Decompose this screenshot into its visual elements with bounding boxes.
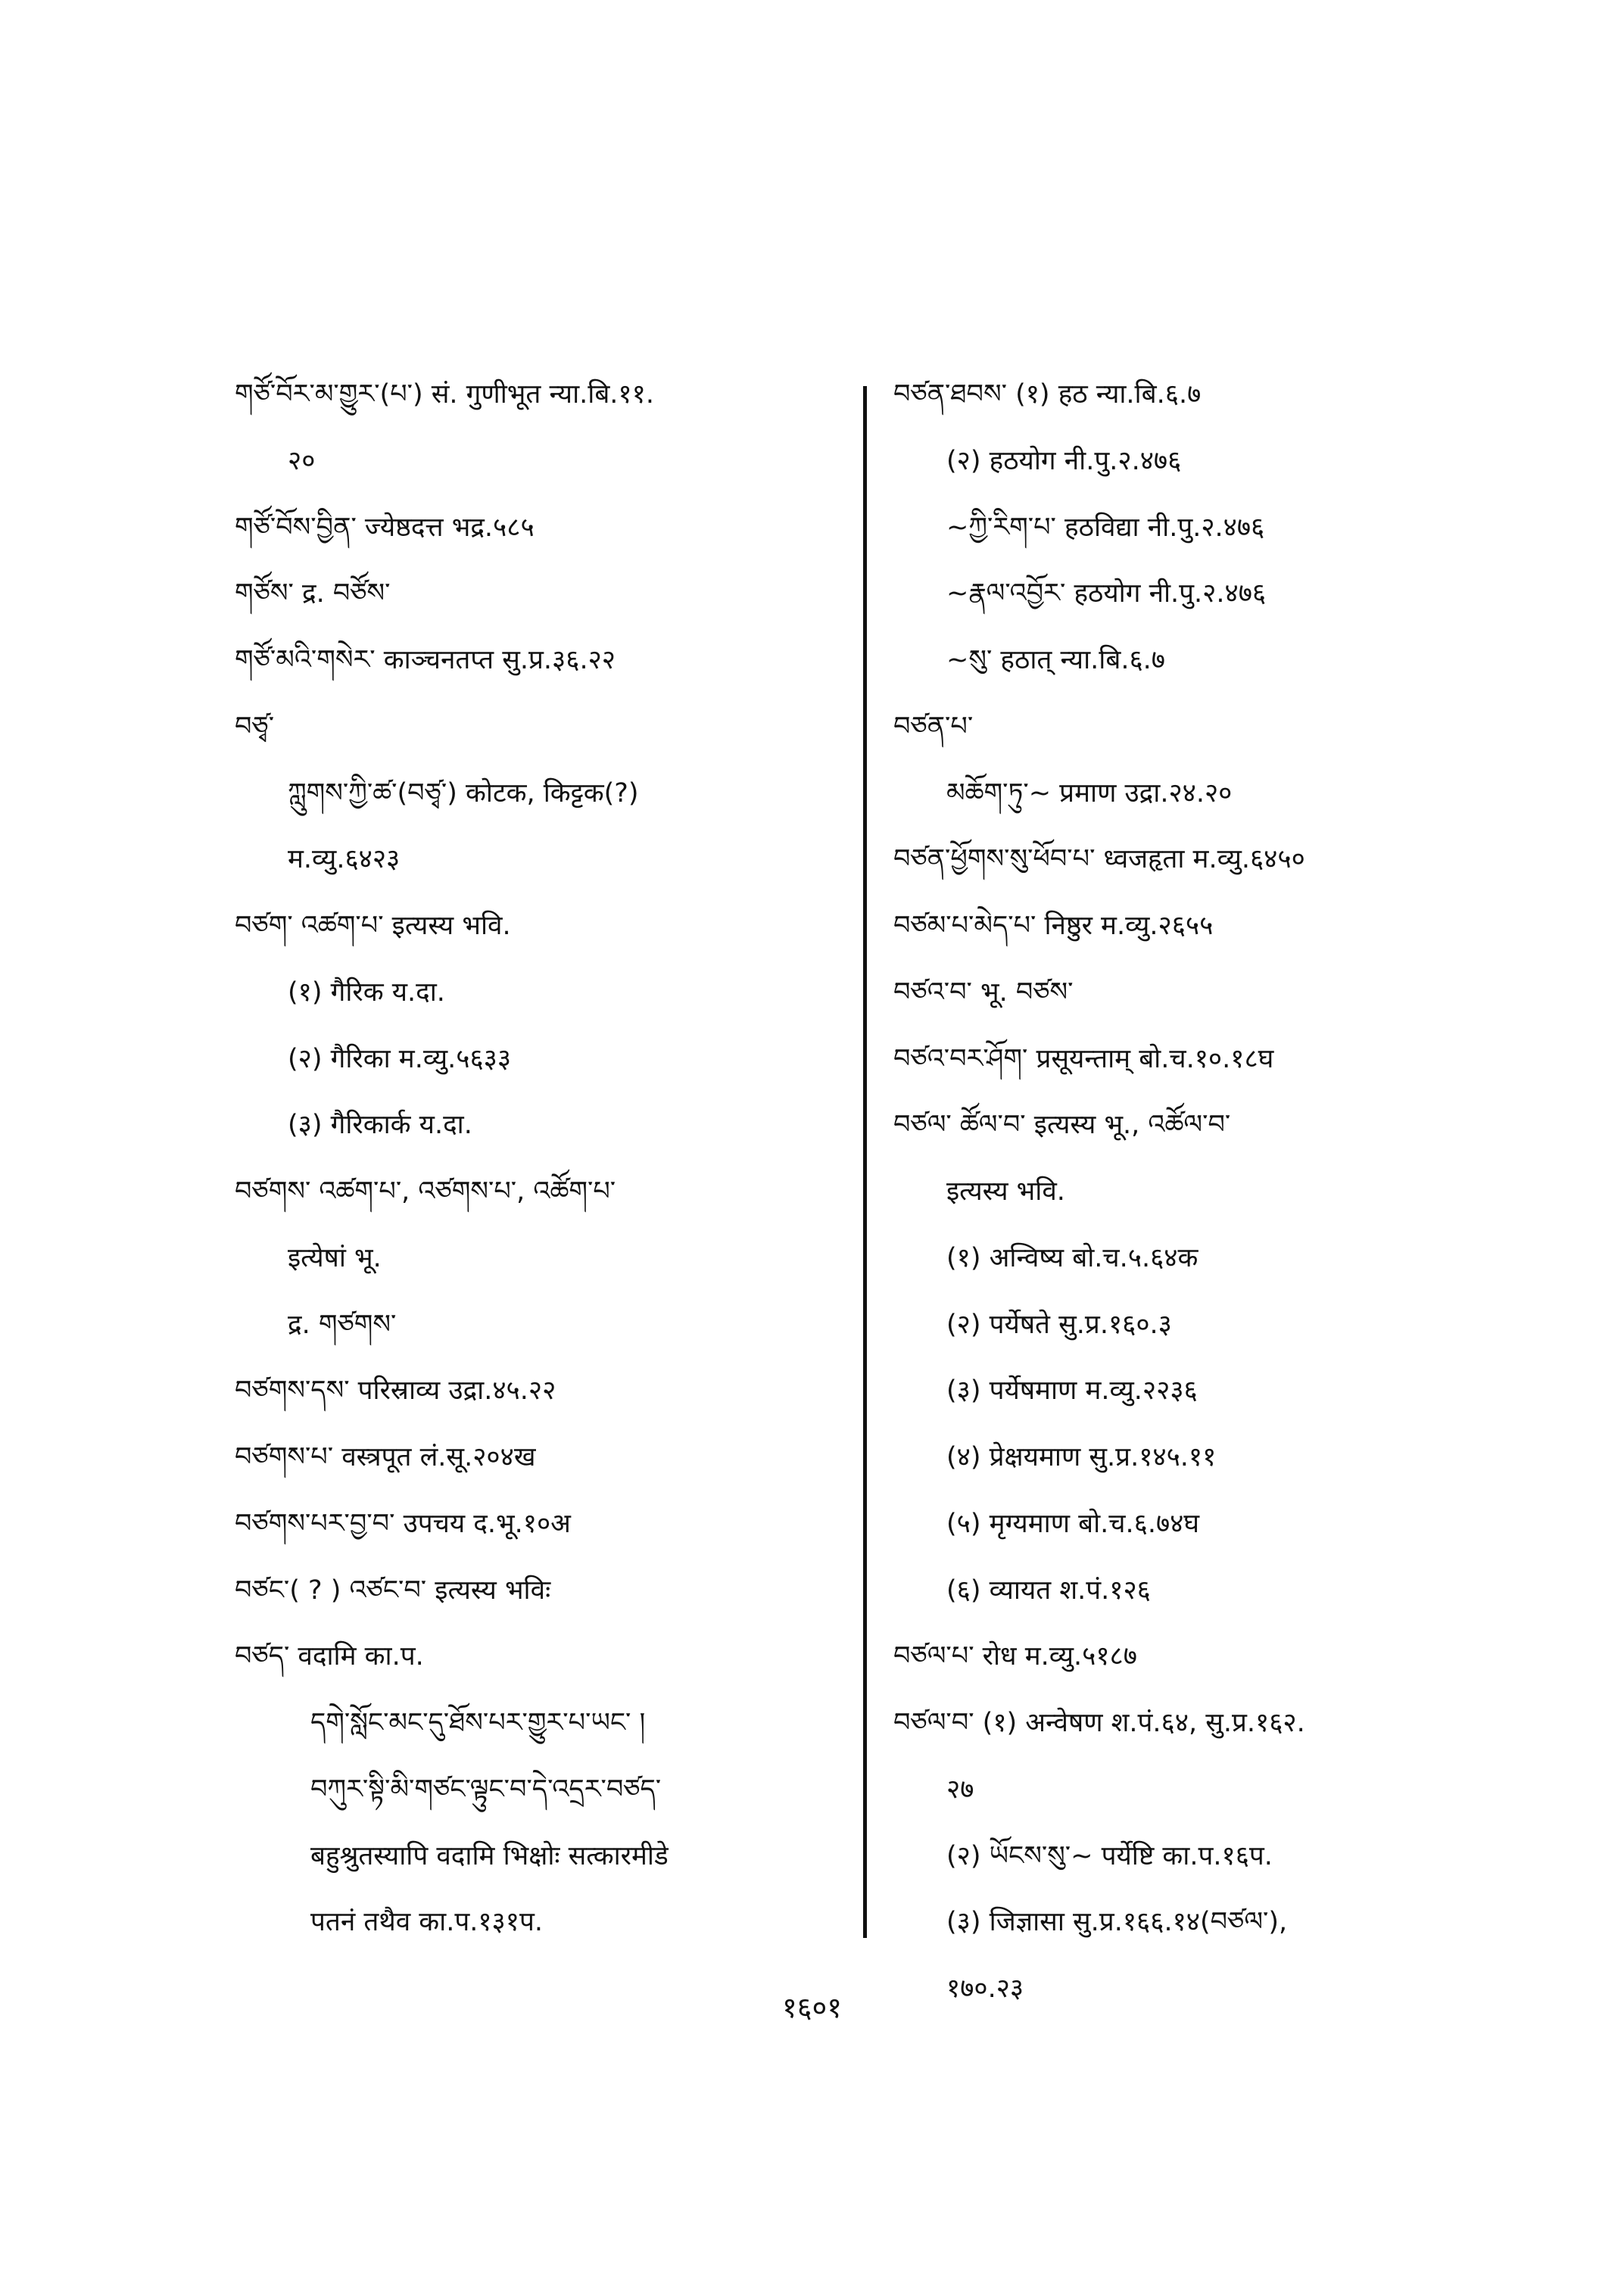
dictionary-entry-line: द्र. གཙགས་ — [288, 1309, 397, 1340]
dictionary-entry-line: བཙའ་བར་ཤོག་ प्रसूयन्ताम् बो.च.१०.१८घ — [893, 1043, 1274, 1074]
dictionary-entry-line: बहुश्रुतस्यापि वदामि भिक्षोः सत्कारमीडे — [310, 1840, 669, 1871]
dictionary-entry-line: བཙལ་བ་ (१) अन्वेषण श.पं.६४, सु.प्र.१६२. — [893, 1708, 1305, 1738]
dictionary-entry-line: (१) अन्विष्य बो.च.५.६४क — [946, 1242, 1199, 1273]
dictionary-entry-line: २७ — [946, 1774, 974, 1805]
dictionary-entry-line: (२) पर्येषते सु.प्र.१६०.३ — [946, 1309, 1172, 1340]
dictionary-entry-line: བཙགས་པར་བྱ་བ་ उपचय द.भू.१०अ — [235, 1508, 571, 1539]
dictionary-entry-line: བཙང་( ? ) འཙང་བ་ इत्यस्य भविः — [235, 1575, 551, 1606]
page-number: १६०१ — [781, 1991, 843, 2024]
dictionary-entry-line: (१) गैरिक य.दा. — [288, 977, 445, 1008]
dictionary-entry-line: བཙལ་པ་ रोध म.व्यु.५१८७ — [893, 1641, 1137, 1672]
dictionary-entry-line: བཙགས་པ་ वस्त्रपूत लं.सू.२०४ख — [235, 1442, 536, 1472]
dictionary-entry-line: གཙོ་བོར་མ་གྱུར་(པ་) सं. गुणीभूत न्या.बि.११. — [235, 379, 654, 410]
left-column — [235, 379, 856, 1973]
dictionary-entry-line: བཙམ་པ་མེད་པ་ निष्ठुर म.व्यु.२६५५ — [893, 911, 1214, 941]
dictionary-entry-line: (२) गैरिका म.व्यु.५६३३ — [288, 1043, 512, 1074]
dictionary-entry-line: (३) गैरिकार्क य.दा. — [288, 1110, 472, 1141]
dictionary-entry-line: བཙལ་ ཚོལ་བ་ इत्यस्य भू., འཚོལ་བ་ — [893, 1110, 1231, 1141]
dictionary-entry-line: (३) जिज्ञासा सु.प्र.१६६.१४(བཙལ་), — [946, 1907, 1288, 1938]
dictionary-entry-line: བཙགས་དས་ परिस्राव्य उद्रा.४५.२२ — [235, 1375, 556, 1407]
right-column — [893, 379, 1514, 2039]
dictionary-entry-line: བཙའ་བ་ भू. བཙས་ — [893, 977, 1074, 1008]
dictionary-entry-line: ~རྣལ་འབྱོར་ हठयोग नी.पु.२.४७६ — [946, 578, 1267, 609]
dictionary-entry-line: २० — [288, 445, 316, 476]
dictionary-entry-line: བཀུར་སྟི་མི་གཙང་ལྟུང་བ་དེ་འདྲར་བཙད་ — [310, 1774, 662, 1805]
dictionary-entry-line: ~ཀྱི་རིག་པ་ हठविद्या नी.पु.२.४७६ — [946, 512, 1265, 543]
dictionary-entry-line: (२) हठयोग नी.पु.२.४७६ — [946, 445, 1182, 476]
dictionary-entry-line: བཙན་པ་ — [893, 711, 974, 742]
dictionary-entry-line: ཀླུགས་ཀྱི་ཚ་(བཙྭ་) कोटक, किट्टक(?) — [288, 777, 639, 808]
dictionary-entry-line: དགེ་སློང་མང་དུ་ཐོས་པར་གྱུར་པ་ཡང་ ། — [310, 1708, 646, 1738]
dictionary-entry-line: इत्येषां भू. — [288, 1242, 382, 1273]
dictionary-entry-line: १७०.२३ — [946, 1974, 1024, 2004]
dictionary-entry-line: གཙོ་བོས་བྱིན་ ज्येष्ठदत्त भद्र.५८५ — [235, 512, 535, 543]
dictionary-entry-line: (३) पर्येषमाण म.व्यु.२२३६ — [946, 1375, 1198, 1407]
dictionary-entry-line: (४) प्रेक्षयमाण सु.प्र.१४५.११ — [946, 1442, 1217, 1472]
dictionary-entry-line: བཙྭ་ — [235, 711, 275, 742]
dictionary-entry-line: ~སུ་ हठात् न्या.बि.६.७ — [946, 645, 1166, 675]
dictionary-entry-line: མཆོག་ཏུ་~ प्रमाण उद्रा.२४.२० — [946, 777, 1233, 808]
dictionary-entry-line: བཙན་ཐབས་ (१) हठ न्या.बि.६.७ — [893, 379, 1202, 410]
dictionary-entry-line: བཙད་ वदामि का.प. — [235, 1641, 424, 1672]
dictionary-entry-line: བཙག་ འཚག་པ་ इत्यस्य भवि. — [235, 911, 511, 941]
dictionary-entry-line: གཙོས་ द्र. བཙོས་ — [235, 578, 391, 609]
dictionary-entry-line: म.व्यु.६४२३ — [288, 844, 401, 875]
dictionary-entry-line: (६) व्यायत श.पं.१२६ — [946, 1575, 1151, 1606]
dictionary-entry-line: पतनं तथैव का.प.१३१प. — [310, 1907, 543, 1938]
dictionary-entry-line: इत्यस्य भवि. — [946, 1176, 1065, 1207]
column-divider — [863, 386, 867, 1938]
dictionary-entry-line: བཙགས་ འཚག་པ་, འཙགས་པ་, འཚོག་པ་ — [235, 1176, 616, 1207]
dictionary-entry-line: (५) मृग्यमाण बो.च.६.७४घ — [946, 1508, 1200, 1539]
dictionary-entry-line: (२) ཡོངས་སུ་~ पर्येष्टि का.प.१६प. — [946, 1840, 1273, 1871]
dictionary-entry-line: གཙོ་མའི་གསེར་ काञ्चनतप्त सु.प्र.३६.२२ — [235, 645, 616, 675]
dictionary-entry-line: བཙན་ཕྱོགས་སུ་ཕོབ་པ་ ध्वजहृता म.व्यु.६४५० — [893, 844, 1305, 875]
